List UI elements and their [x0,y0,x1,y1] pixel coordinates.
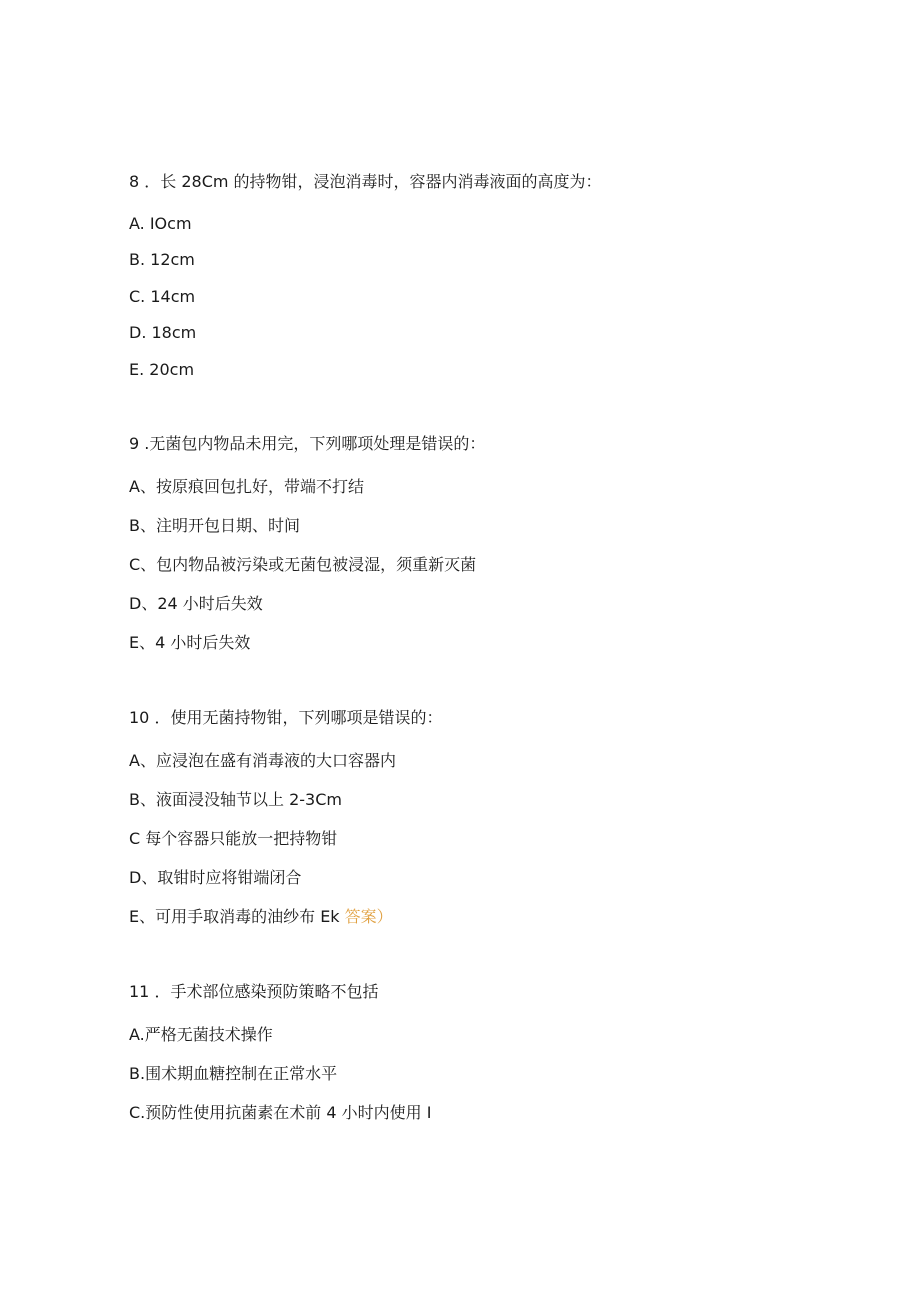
question-8-option-a: A. IOcm [129,214,192,233]
question-9-option-b: B、注明开包日期、时间 [129,516,300,535]
question-8-option-c: C. 14cm [129,287,196,306]
question-8-option-d: D. 18cm [129,323,197,342]
question-9-option-a: A、按原痕回包扎好，带端不打结 [129,477,364,496]
question-8-option-e: E. 20cm [129,360,195,379]
question-10-option-b: B、液面浸没轴节以上 2-3Cm [129,790,342,809]
question-11-option-b: B.围术期血糖控制在正常水平 [129,1064,338,1083]
question-10-option-d: D、取钳时应将钳端闭合 [129,868,302,887]
question-10-stem: 10 ．使用无菌持物钳，下列哪项是错误的： [129,708,443,727]
question-11-option-c: C.预防性使用抗菌素在术前 4 小时内使用 I [129,1103,432,1122]
question-9-stem: 9 .无菌包内物品未用完，下列哪项处理是错误的： [129,434,486,453]
question-10-option-c: C 每个容器只能放一把持物钳 [129,829,338,848]
question-8-option-b: B. 12cm [129,250,195,269]
answer-link[interactable]: 答案） [344,907,393,926]
question-10-option-e-text: E、可用手取消毒的油纱布 Ek [129,907,340,926]
question-8-stem: 8 ．长 28Cm 的持物钳，浸泡消毒时，容器内消毒液面的高度为： [129,172,602,191]
question-10-option-e [129,907,393,927]
question-10-option-a: A、应浸泡在盛有消毒液的大口容器内 [129,751,396,770]
question-9-option-e: E、4 小时后失效 [129,633,251,652]
question-11-stem: 11 ．手术部位感染预防策略不包括 [129,982,379,1001]
question-9-option-c: C、包内物品被污染或无菌包被浸湿，须重新灭菌 [129,555,477,574]
question-11-option-a: A.严格无菌技术操作 [129,1025,273,1044]
question-9-option-d: D、24 小时后失效 [129,594,263,613]
